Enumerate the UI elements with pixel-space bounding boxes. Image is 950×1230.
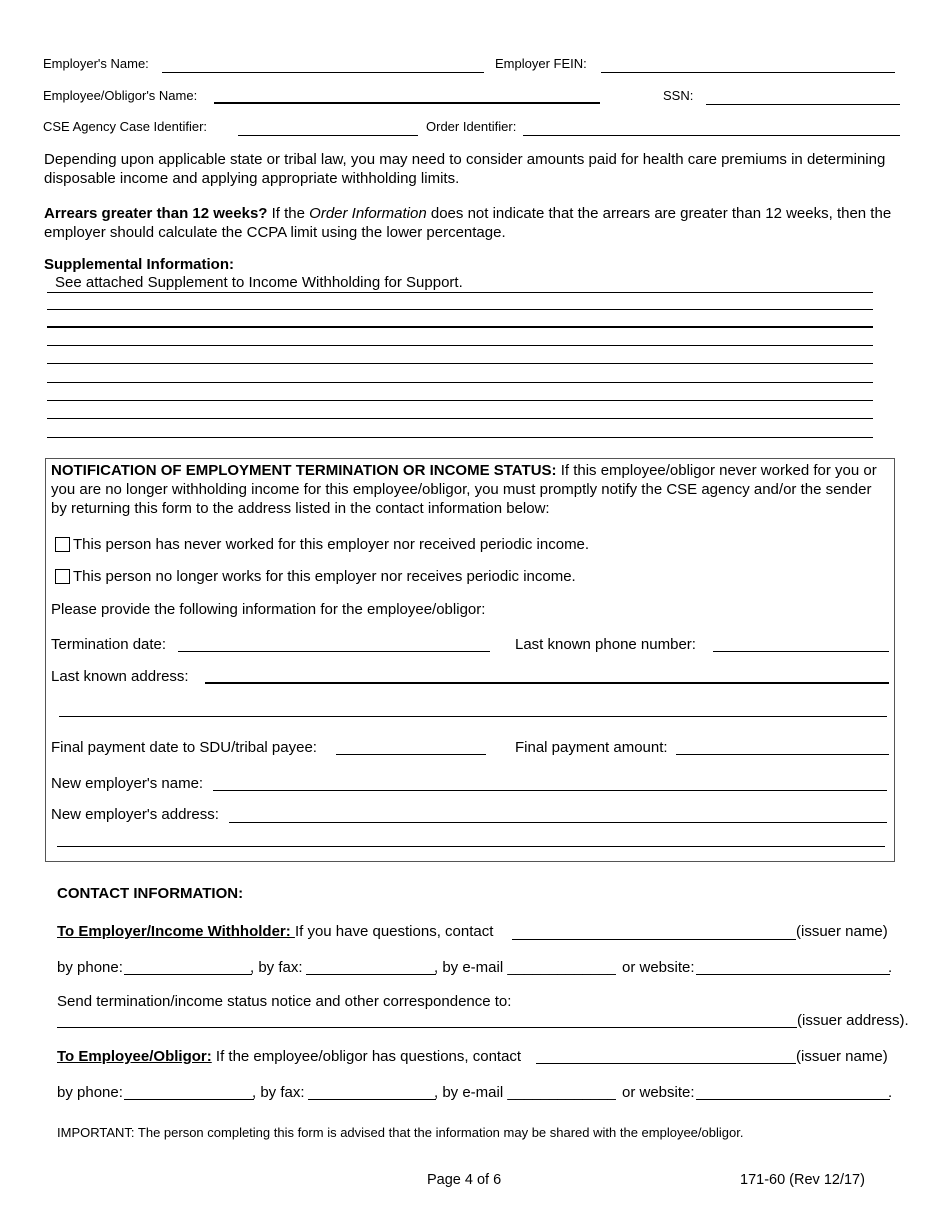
arrears-text-1: If the <box>267 205 310 222</box>
employer-website-input[interactable] <box>696 958 893 976</box>
employee-fax-input[interactable] <box>308 1083 436 1100</box>
contact-heading: CONTACT INFORMATION: <box>57 885 244 902</box>
supplemental-line[interactable] <box>47 437 873 438</box>
never-worked-label: This person has never worked for this employer nor received periodic income. <box>73 536 590 553</box>
provide-info-text: Please provide the following information for the employee/obligor: <box>51 601 486 618</box>
cse-case-input[interactable] <box>238 119 418 136</box>
health-care-paragraph: Depending upon applicable state or tribal law, you may need to consider amounts paid for health care premiums in determining disposable income and applying appropriate withholding limits. <box>44 151 886 187</box>
new-employer-name-input[interactable] <box>213 774 887 791</box>
last-phone-label: Last known phone number: <box>515 636 696 653</box>
final-payment-date-label: Final payment date to SDU/tribal payee: <box>51 739 317 756</box>
employee-name-label: Employee/Obligor's Name: <box>43 88 198 103</box>
ssn-label: SSN: <box>663 88 694 103</box>
employer-fax-label: , by fax: <box>250 959 303 976</box>
employer-name-label: Employer's Name: <box>43 56 149 71</box>
supplemental-line[interactable] <box>47 326 873 328</box>
issuer-address-caption: (issuer address). <box>797 1012 909 1029</box>
employee-website-label: or website: <box>622 1084 695 1101</box>
new-employer-address-input[interactable] <box>229 806 887 823</box>
employer-contact-heading: To Employer/Income Withholder: <box>57 923 295 940</box>
employee-name-input[interactable] <box>214 86 600 104</box>
issuer-address-input[interactable] <box>57 1011 797 1028</box>
order-identifier-input[interactable] <box>523 119 900 136</box>
employer-contact-text: If you have questions, contact <box>294 923 494 940</box>
arrears-italic: Order Information <box>309 205 427 222</box>
supplemental-line[interactable] <box>47 345 873 346</box>
employer-period: . <box>888 959 893 976</box>
employee-website-input[interactable] <box>696 1083 893 1101</box>
termination-date-input[interactable] <box>178 635 490 652</box>
new-employer-address-line-2[interactable] <box>57 846 885 847</box>
employee-issuer-name-input[interactable] <box>536 1047 796 1064</box>
termination-notice-box <box>45 458 895 862</box>
supplemental-line[interactable] <box>47 309 873 310</box>
employee-fax-label: , by fax: <box>252 1084 305 1101</box>
employer-fein-input[interactable] <box>601 56 895 73</box>
supplemental-line[interactable] <box>47 292 873 293</box>
no-longer-works-checkbox[interactable] <box>55 569 70 584</box>
termination-heading-text: If this employee/obligor never worked for you or you are no longer withholding income for this employee/obligor, you must promptly notify the CSE agency and/or the sender by returning this form to the address listed in the contact information below: <box>51 462 877 517</box>
employee-issuer-name-caption: (issuer name) <box>796 1048 888 1065</box>
termination-heading <box>51 461 889 518</box>
supplemental-line[interactable] <box>47 400 873 401</box>
last-address-label: Last known address: <box>51 668 189 685</box>
cse-case-label: CSE Agency Case Identifier: <box>43 119 208 134</box>
final-payment-amount-label: Final payment amount: <box>515 739 668 756</box>
last-address-line-2[interactable] <box>59 716 887 717</box>
ssn-input[interactable] <box>706 88 900 105</box>
supplemental-first-line: See attached Supplement to Income Withholding for Support. <box>55 274 463 291</box>
supplemental-heading: Supplemental Information: <box>44 256 235 273</box>
employee-period: . <box>888 1084 893 1101</box>
send-notice-text: Send termination/income status notice and other correspondence to: <box>57 993 512 1010</box>
employee-contact-heading: To Employee/Obligor: <box>57 1048 212 1065</box>
new-employer-name-label: New employer's name: <box>51 775 204 792</box>
final-payment-date-input[interactable] <box>336 738 486 755</box>
no-longer-works-label: This person no longer works for this employer nor receives periodic income. <box>73 568 576 585</box>
supplemental-line[interactable] <box>47 363 873 364</box>
employer-contact-line <box>57 923 493 940</box>
employer-fax-input[interactable] <box>306 958 436 975</box>
employee-phone-label: by phone: <box>57 1084 123 1101</box>
never-worked-checkbox[interactable] <box>55 537 70 552</box>
important-notice: IMPORTANT: The person completing this form is advised that the information may be shared with the employee/obligor. <box>57 1125 744 1140</box>
employer-issuer-name-input[interactable] <box>512 923 796 940</box>
form-number: 171-60 (Rev 12/17) <box>740 1172 865 1188</box>
last-phone-input[interactable] <box>713 635 889 652</box>
employer-website-label: or website: <box>622 959 695 976</box>
employee-email-label: , by e-mail _____________ <box>434 1084 616 1101</box>
termination-date-label: Termination date: <box>51 636 167 653</box>
employer-name-input[interactable] <box>162 56 484 73</box>
employer-phone-input[interactable] <box>124 958 252 975</box>
employer-issuer-name-caption: (issuer name) <box>796 923 888 940</box>
termination-heading-bold: NOTIFICATION OF EMPLOYMENT TERMINATION OR INCOME STATUS: <box>51 462 557 479</box>
page-number: Page 4 of 6 <box>427 1172 502 1188</box>
arrears-paragraph <box>44 204 904 242</box>
last-address-input[interactable] <box>205 666 889 684</box>
employee-phone-input[interactable] <box>124 1083 254 1100</box>
employee-contact-text: If the employee/obligor has questions, contact <box>211 1048 522 1065</box>
arrears-text-2: does not indicate that the arrears are greater than 12 weeks, then the employer should calculate the CCPA limit using the lower percentage. <box>44 205 892 241</box>
employer-phone-label: by phone: <box>57 959 123 976</box>
supplemental-line[interactable] <box>47 382 873 383</box>
new-employer-address-label: New employer's address: <box>51 806 219 823</box>
final-payment-amount-input[interactable] <box>676 738 889 755</box>
employer-email-label: , by e-mail _____________ <box>434 959 616 976</box>
arrears-heading: Arrears greater than 12 weeks? <box>44 205 268 222</box>
employer-fein-label: Employer FEIN: <box>495 56 587 71</box>
order-identifier-label: Order Identifier: <box>426 119 517 134</box>
supplemental-line[interactable] <box>47 418 873 419</box>
employee-contact-line <box>57 1048 521 1065</box>
